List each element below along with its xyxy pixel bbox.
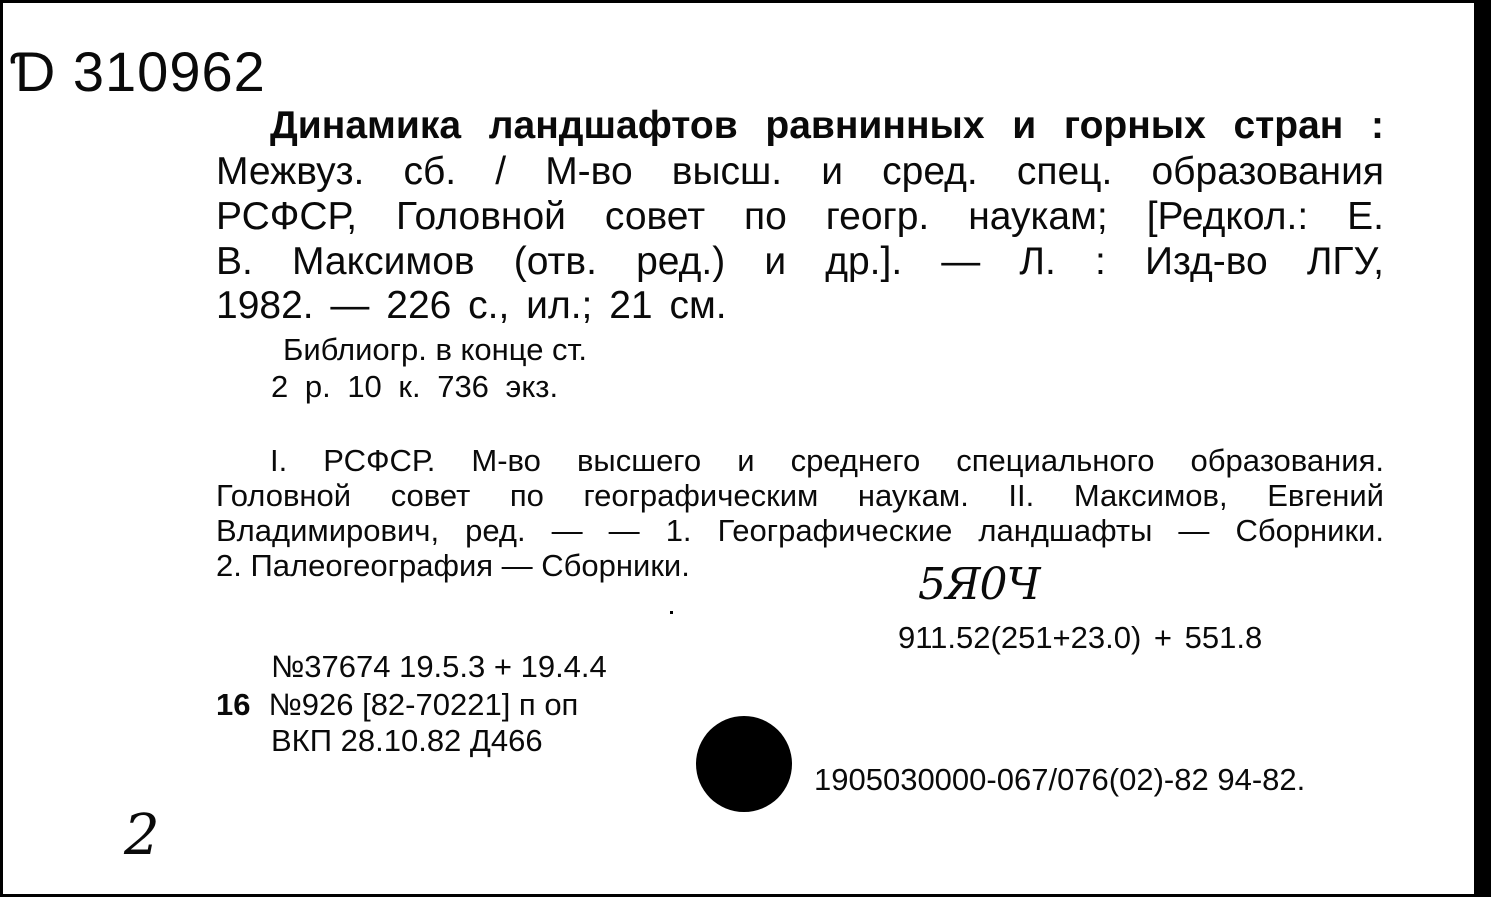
card-border-left bbox=[0, 0, 3, 897]
handwritten-number: 2 bbox=[124, 803, 160, 868]
handwritten-code: 5Я0Ч bbox=[918, 559, 1040, 610]
card-border-top bbox=[0, 0, 1491, 3]
record-line-1: №37674 19.5.3 + 19.4.4 bbox=[271, 649, 607, 684]
classification-index: 911.52(251+23.0) + 551.8 bbox=[898, 620, 1263, 655]
note-price-copies: 2 р. 10 к. 736 экз. bbox=[271, 369, 559, 404]
card-border-right bbox=[1474, 0, 1491, 897]
title-line-1: Динамика ландшафтов равнинных и горных стран : bbox=[270, 104, 1384, 147]
title-line-5: 1982. — 226 с., ил.; 21 см. bbox=[216, 284, 727, 327]
record-line-2-prefix: 16 bbox=[216, 687, 251, 722]
title-line-2: Межвуз. сб. / М-во высш. и сред. спец. образования bbox=[216, 150, 1384, 193]
tracing-line-3: Владимирович, ред. — — 1. Географические ландшафты — Сборники. bbox=[216, 513, 1384, 548]
punched-hole bbox=[696, 716, 792, 812]
note-bibliography: Библиогр. в конце ст. bbox=[283, 332, 587, 367]
record-line-3: ВКП 28.10.82 Д466 bbox=[271, 723, 543, 758]
record-line-2-text: №926 [82-70221] п оп bbox=[268, 687, 579, 722]
tracing-line-2: Головной совет по географическим наукам. II. Максимов, Евгений bbox=[216, 478, 1384, 513]
isbn-line: 1905030000-067/076(02)-82 94-82. bbox=[814, 762, 1306, 797]
title-line-4: В. Максимов (отв. ред.) и др.]. — Л. : Изд-во ЛГУ, bbox=[216, 240, 1384, 283]
record-line-2 bbox=[216, 687, 578, 722]
title-line-3: РСФСР, Головной совет по геогр. наукам; [Редкол.: Е. bbox=[216, 195, 1384, 238]
tracing-line-4: 2. Палеогеография — Сборники. bbox=[216, 548, 690, 583]
call-number: Ɗ 310962 bbox=[10, 40, 266, 103]
ink-speck bbox=[670, 611, 673, 614]
tracing-line-1: I. РСФСР. М-во высшего и среднего специального образования. bbox=[270, 443, 1384, 478]
